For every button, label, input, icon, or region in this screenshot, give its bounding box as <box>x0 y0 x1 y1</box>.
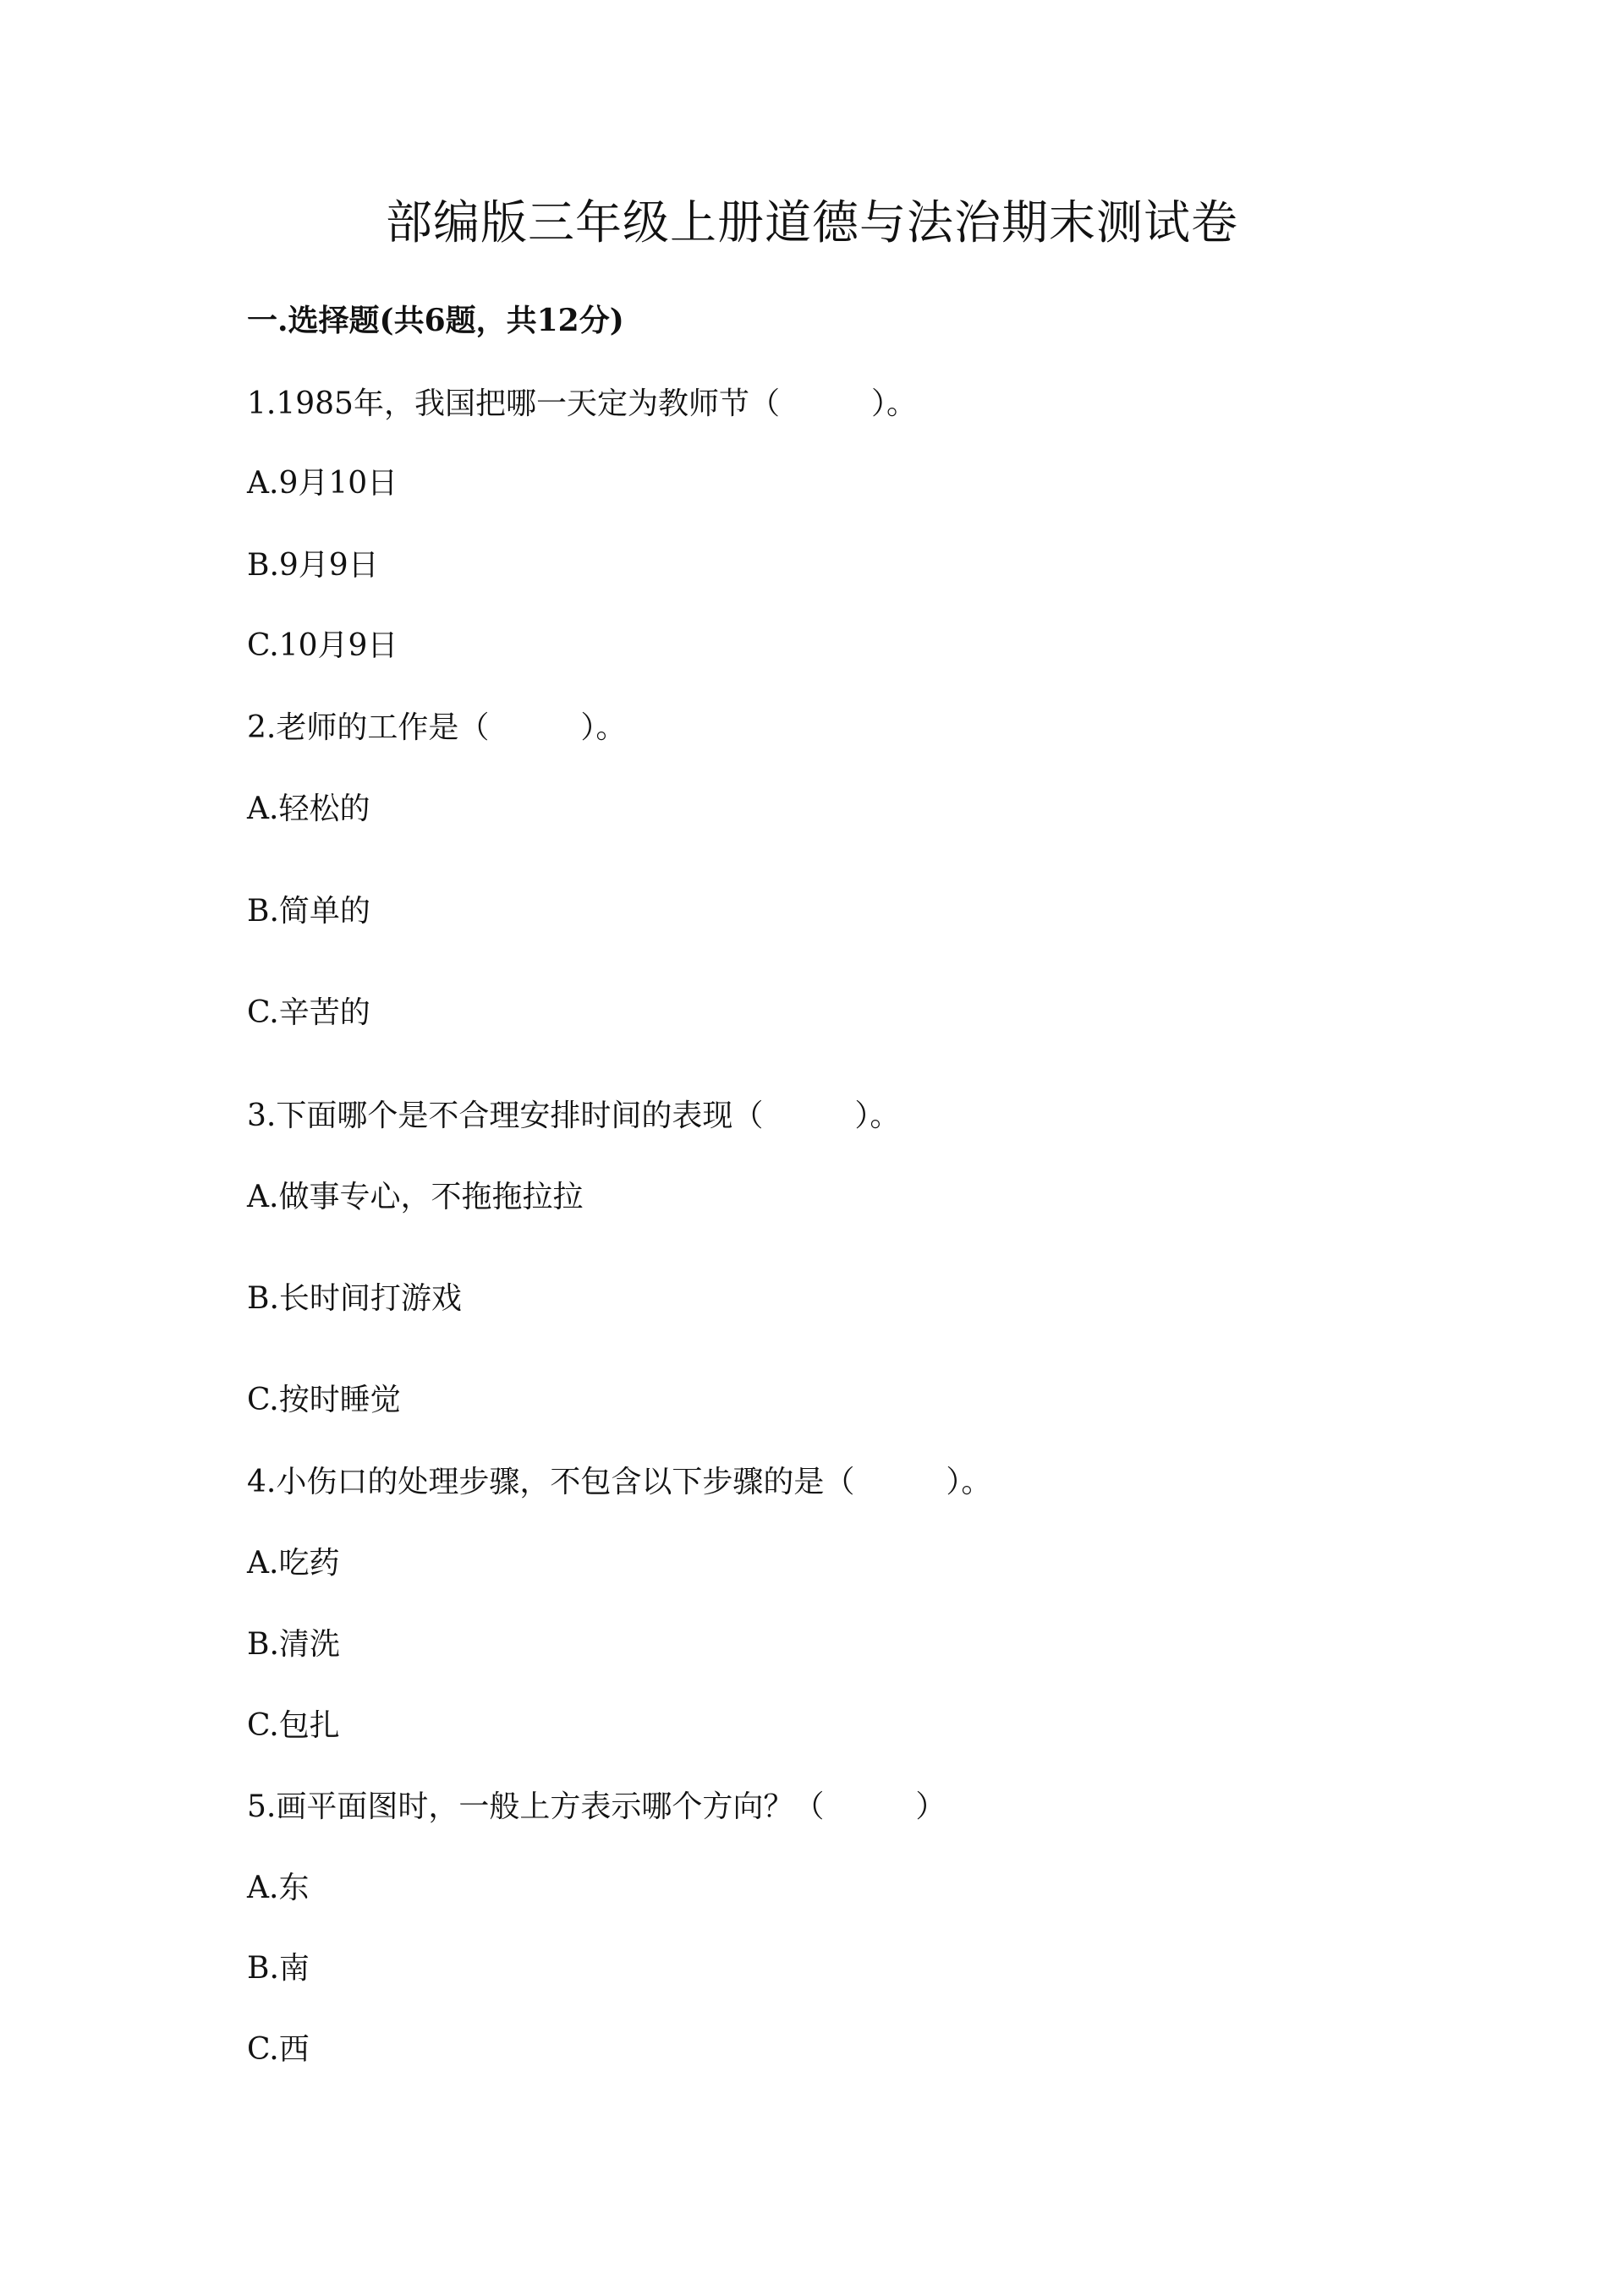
exam-title: 部编版三年级上册道德与法治期末测试卷 <box>385 195 1238 249</box>
question-5-option-c: C.西 <box>247 2032 310 2067</box>
question-5-option-b: B.南 <box>247 1951 310 1986</box>
question-3-stem: 3.下面哪个是不合理安排时间的表现（ ）。 <box>247 1099 901 1133</box>
question-2-option-a: A.轻松的 <box>247 792 370 826</box>
question-1-stem: 1.1985年，我国把哪一天定为教师节（ ）。 <box>247 386 917 421</box>
question-3-option-b: B.长时间打游戏 <box>247 1281 462 1316</box>
question-5-stem: 5.画平面图时，一般上方表示哪个方向？（ ） <box>247 1789 946 1824</box>
question-1-option-b: B.9月9日 <box>247 548 379 583</box>
question-3-option-c: C.按时睡觉 <box>247 1383 401 1417</box>
question-1-option-a: A.9月10日 <box>247 466 398 501</box>
question-4-stem: 4.小伤口的处理步骤，不包含以下步骤的是（ ）。 <box>247 1465 992 1499</box>
question-4-option-b: B.清洗 <box>247 1627 340 1662</box>
question-2-stem: 2.老师的工作是（ ）。 <box>247 710 627 745</box>
question-4-option-c: C.包扎 <box>247 1708 340 1743</box>
section-heading: 一.选择题(共6题，共12分) <box>247 303 624 338</box>
question-3-option-a: A.做事专心，不拖拖拉拉 <box>247 1180 584 1214</box>
question-2-option-c: C.辛苦的 <box>247 995 370 1030</box>
question-5-option-a: A.东 <box>247 1871 310 1905</box>
question-1-option-c: C.10月9日 <box>247 628 398 663</box>
question-4-option-a: A.吃药 <box>247 1546 340 1581</box>
question-2-option-b: B.简单的 <box>247 894 370 929</box>
